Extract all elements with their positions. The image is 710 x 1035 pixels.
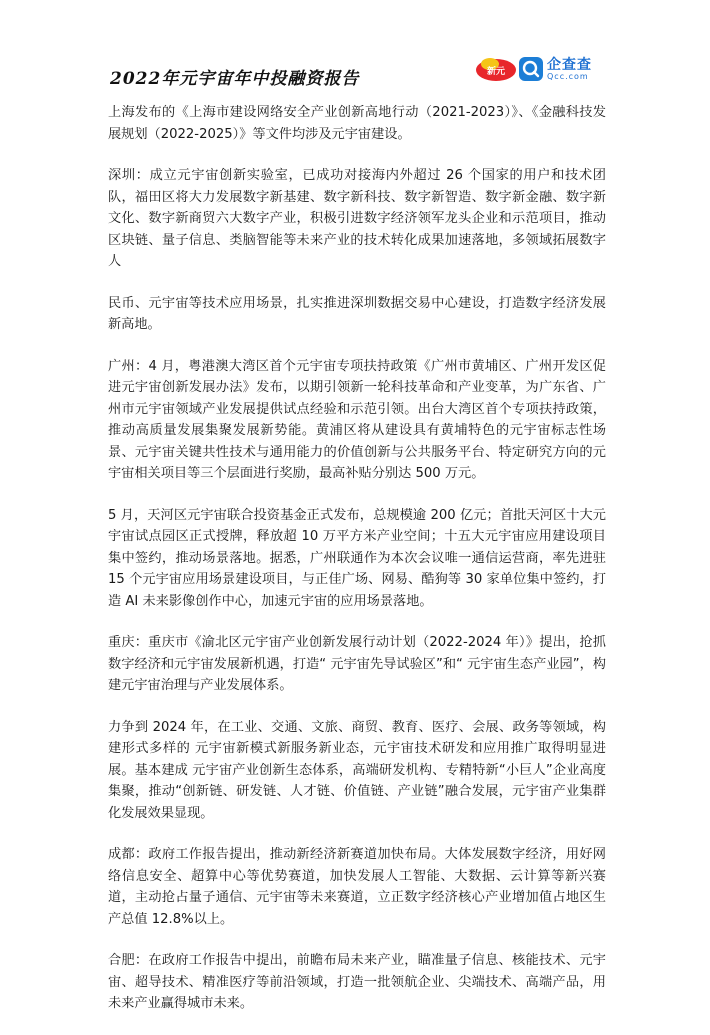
xinyu-logo-icon <box>475 56 517 82</box>
document-body <box>108 102 606 1035</box>
paragraph-chongqing: 重庆：重庆市《渝北区元宇宙产业创新发展行动计划（2022-2024 年）》提出，抢抓数字经济和元宇宙发展新机遇，打造“ 元宇宙先导试验区”和“ 元宇宙生态产业园”，构建元宇宙治理与产业发展体系。 <box>108 635 606 693</box>
paragraph-hefei: 合肥：在政府工作报告中提出，前瞻布局未来产业，瞄准量子信息、核能技术、元宇宙、超导技术、精准医疗等前沿领域，打造一批领航企业、尖端技术、高端产品，用未来产业赢得城市未来。 <box>108 953 606 1011</box>
paragraph-guangzhou: 广州：4 月，粤港澳大湾区首个元宇宙专项扶持政策《广州市黄埔区、广州开发区促进元宇宙创新发展办法》发布，以期引领新一轮科技革命和产业变革，为广东省、广州市元宇宙领域产业发展提供试点经验和示范引领。出台大湾区首个专项扶持政策，推动高质量发展集聚发展新势能。黄浦区将从建设具有黄埔特色的元宇宙标志性场景、元宇宙关键共性技术与通用能力的价值创新与公共服务平台、特定研究方向的元宇宙相关项目等三个层面进行奖励，最高补贴分别达 500 万元。 <box>108 358 606 481</box>
qcc-logo-domain: Qcc.com <box>547 72 589 81</box>
paragraph-chengdu: 成都：政府工作报告提出，推动新经济新赛道加快布局。大体发展数字经济，用好网络信息安全、超算中心等优势赛道，加快发展人工智能、大数据、云计算等新兴赛道，主动抢占量子通信、元宇宙等未来赛道，立正数字经济核心产业增加值占地区生产总值 12.8%以上。 <box>108 847 606 927</box>
qcc-logo-icon <box>519 57 543 81</box>
page-header <box>0 0 710 100</box>
document-title: 2022年元宇宙年中投融资报告 <box>110 69 360 89</box>
paragraph-shanghai: 上海发布的《上海市建设网络安全产业创新高地行动（2021-2023）》、《金融科技发展规划（2022-2025）》等文件均涉及元宇宙建设。 <box>108 105 606 142</box>
paragraph-tianhe: 5 月，天河区元宇宙联合投资基金正式发布，总规模逾 200 亿元；首批天河区十大元宇宙试点园区正式授牌，释放超 10 万平方米产业空间；十五大元宇宙应用建设项目集中签约，推动场景落地。据悉，广州联通作为本次会议唯一通信运营商，率先进驻 15 个元宇宙应用场景建设项目，与正佳广场、网易、酷狗等 30 家单位集中签约，打造 AI 未来影像创作中心，加速元宇宙的应用场景落地。 <box>108 507 606 609</box>
paragraph-chongqing-goals: 力争到 2024 年，在工业、交通、文旅、商贸、教育、医疗、会展、政务等领域，构建形式多样的 元宇宙新模式新服务新业态，元宇宙技术研发和应用推广取得明显进展。基本建成 元宇宙产业创新生态体系，高端研发机构、专精特新“小巨人”企业高度集聚，推动“创新链、研发链、人才链、价值链、产业链”融合发展，元宇宙产业集群化发展效果显现。 <box>108 719 606 821</box>
xinyu-logo-text: 新元 <box>486 67 506 77</box>
brand-logo <box>475 52 605 88</box>
qcc-logo-name: 企查查 <box>547 57 592 73</box>
paragraph-shenzhen: 深圳：成立元宇宙创新实验室，已成功对接海内外超过 26 个国家的用户和技术团队，福田区将大力发展数字新基建、数字新科技、数字新智造、数字新金融、数字新文化、数字新商贸六大数字产业，积极引进数字经济领军龙头企业和示范项目，推动区块链、量子信息、类脑智能等未来产业的技术转化成果加速落地，多领域拓展数字人 <box>108 168 606 269</box>
paragraph-shenzhen-cont: 民币、元宇宙等技术应用场景，扎实推进深圳数据交易中心建设，打造数字经济发展新高地。 <box>108 295 606 332</box>
